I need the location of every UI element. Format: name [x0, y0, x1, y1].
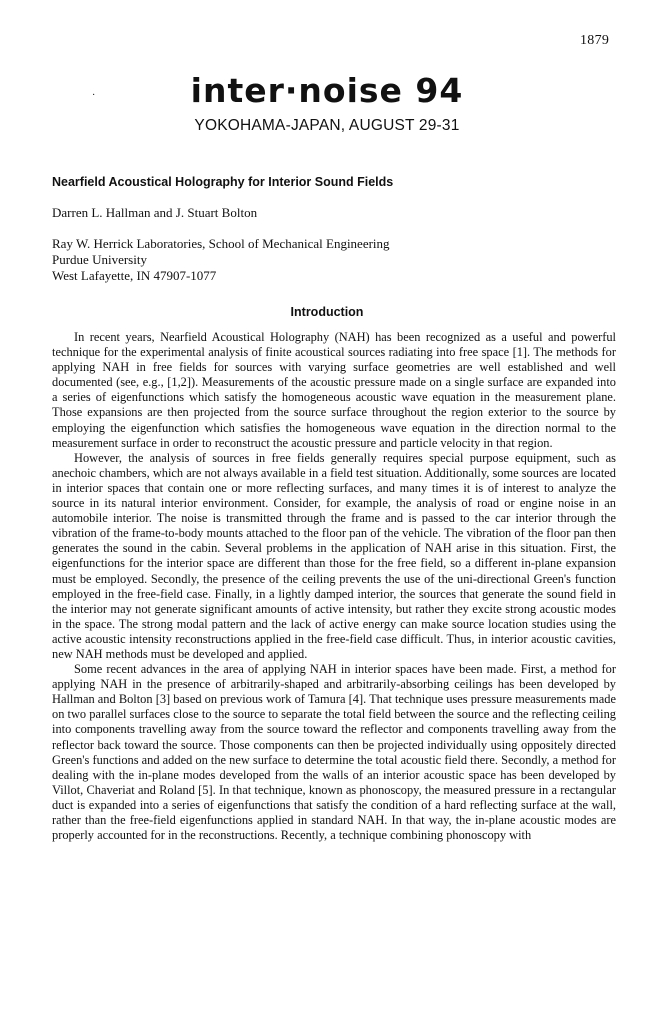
- paper-title: Nearfield Acoustical Holography for Interior Sound Fields: [52, 175, 394, 189]
- affiliation-block: [52, 236, 390, 284]
- body-paragraph: Some recent advances in the area of applying NAH in interior spaces have been made. First, a method for applying NAH in the presence of arbitrarily-shaped and arbitrarily-absorbing ceilings has been developed by Hallman and Bolton [3] based on previous work of Tamura [4]. That technique uses pressure measurements made on two parallel surfaces close to the source to separate the total field between the source and the reflecting ceiling into components travelling away from the source toward the reflector and components travelling away from the reflector back toward the source. Those components can then be projected individually using oppositely directed Green's functions and added on the new surface to determine the total acoustic field there. Secondly, a method for dealing with the in-plane modes developed from the walls of an interior acoustic space has been developed by Villot, Chaveriat and Roland [5]. In that technique, known as phonoscopy, the measured pressure in a rectangular duct is expanded into a series of eigenfunctions that satisfy the condition of a hard reflecting surface at the wall, rather than the free-field eigenfunctions applied in standard NAH. In that way, the in-plane acoustic modes are properly accounted for in the reconstructions. Recently, a technique combining phonoscopy with: [52, 662, 616, 843]
- section-heading-introduction: Introduction: [290, 305, 364, 319]
- conference-location: YOKOHAMA-JAPAN, AUGUST 29-31: [194, 117, 460, 134]
- paper-authors: Darren L. Hallman and J. Stuart Bolton: [52, 205, 258, 220]
- page-number: 1879: [580, 33, 610, 48]
- body-paragraph: In recent years, Nearfield Acoustical Holography (NAH) has been recognized as a useful and powerful technique for the experimental analysis of finite acoustical sources radiating into free space [1]. The methods for applying NAH in free fields for sources with varying surface geometries are well established and well documented (see, e.g., [1,2]). Measurements of the acoustic pressure made on a single surface are expanded into a series of eigenfunctions which satisfy the homogeneous acoustic wave equation in the measurement plane. Those expansions are then projected from the source surface throughout the region exterior to the source by employing the eigenfunction which satisfies the homogeneous wave equation in the direction normal to the measurement surface in order to reconstruct the acoustic pressure and particle velocity in that region.: [52, 330, 616, 450]
- introduction-body: [52, 330, 616, 843]
- stray-dot-mark: ·: [92, 90, 96, 101]
- affiliation-line: Purdue University: [52, 252, 147, 267]
- conference-logo: inter·noise 94: [190, 71, 464, 110]
- affiliation-line: Ray W. Herrick Laboratories, School of Mechanical Engineering: [52, 236, 390, 251]
- body-paragraph: However, the analysis of sources in free fields generally requires special purpose equipment, such as anechoic chambers, which are not always available in a field test situation. Additionally, some sources are located in interior spaces that contain one or more reflecting surfaces, and many times it is of interest to analyze the source in its natural interior environment. Consider, for example, the analysis of road or engine noise in an automobile interior. The noise is transmitted through the frame and is passed to the car interior through the vibration of the frame-to-body mounts attached to the floor pan of the vehicle. The vibration of the floor pan then generates the sound in the cabin. Several problems in the application of NAH arise in this situation. First, the eigenfunctions for the interior space are different than those for the free field, so a different in-plane expansion must be employed. Secondly, the presence of the ceiling prevents the use of the uni-directional Green's function employed in the free-field case. Finally, in a lightly damped interior, the sources that generate the sound field in the interior may not generate significant amounts of active intensity, but rather they excite strong acoustic modes in the space. The strong modal pattern and the lack of active energy can make source location studies using the active acoustic intensity reconstructions applied in the free-field case difficult. Thus, in interior acoustic cavities, new NAH methods must be developed and applied.: [52, 450, 616, 661]
- affiliation-line: West Lafayette, IN 47907-1077: [52, 268, 217, 283]
